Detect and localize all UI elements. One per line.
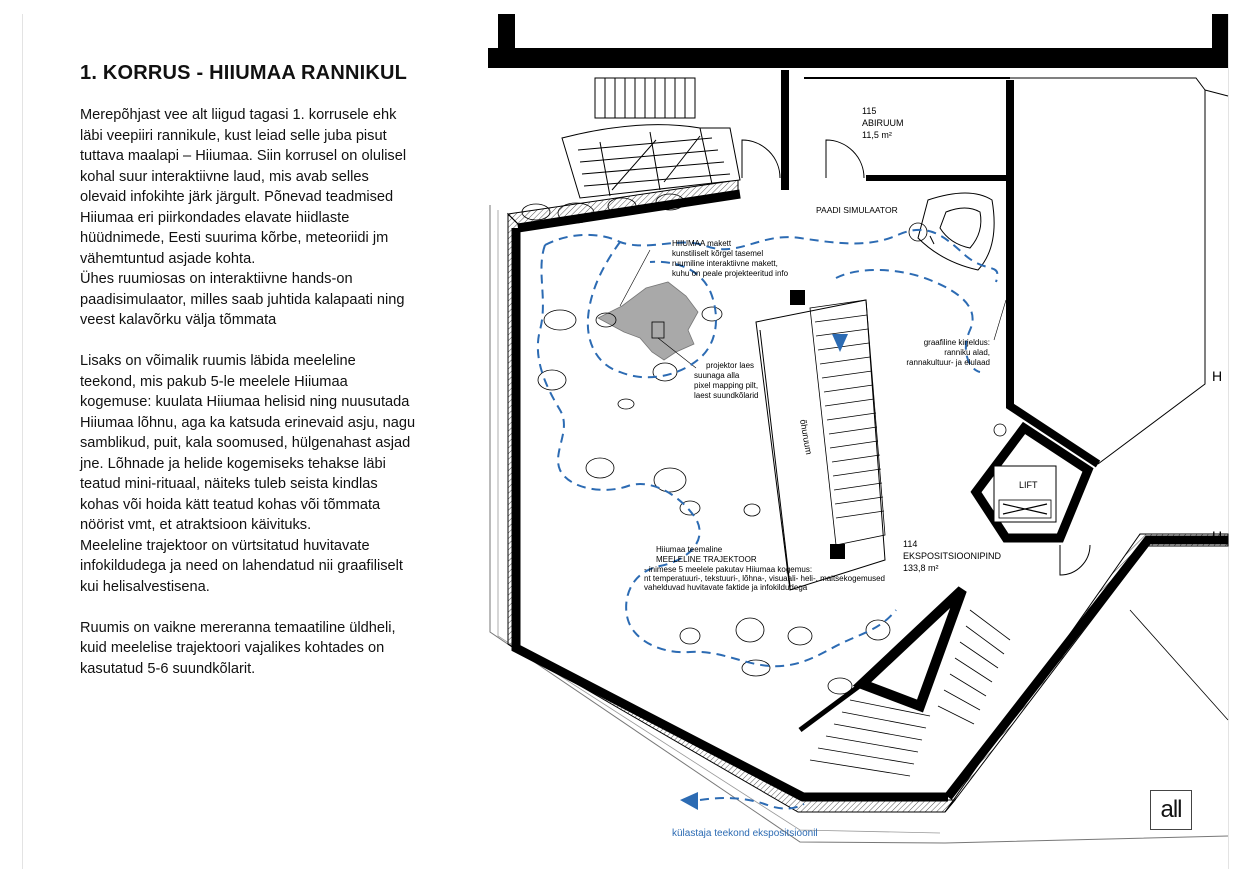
model-note [672,239,789,278]
page-title: 1. KORRUS - HIIUMAA RANNIKUL [80,62,408,84]
svg-text:vahelduvad huvitavate faktide: vahelduvad huvitavate faktide ja infokildudega [644,583,808,592]
exterior-outline-inner [498,210,940,833]
svg-text:kuhu on peale projekteeritud i: kuhu on peale projekteeritud info [672,269,789,278]
svg-text:kunstiliselt kõrgel tasemel: kunstiliselt kõrgel tasemel [672,249,764,258]
company-logo: all [1150,790,1192,830]
svg-text:ABIRUUM: ABIRUUM [862,118,904,128]
trajectory-note [644,545,885,592]
svg-text:HIIUMAA makett: HIIUMAA makett [672,239,732,248]
graphic-note [906,338,990,367]
paragraph-sensory-route: Lisaks on võimalik ruumis läbida meeleline teekond, mis pakub 5-le meelele Hiiumaa kogemuse: kuulata Hiiumaa helisid ning nuusutada Hiiumaa lõhnu, aga ka katsuda erinevaid asju, nagu samblikud, puit, kala soomused, hülgenahast asjad jne. Lõhnade ja helide kogemiseks tehakse läbi teatud mini-rituaal, näiteks tuleb seista kindlas kohas või hoida kätt teatud kohas või tõmmata nöörist vmt, et atraktsioon käivituks. Meeleline trajektoor on vürtsitatud huvitavate infokildudega ja need on lahendatud nii graafiliselt kui helisalvestisena. [80,353,416,595]
svg-text:MEELELINE TRAJEKTOOR: MEELELINE TRAJEKTOOR [656,555,757,564]
visitor-route [538,230,998,666]
boat-simulator-label: PAADI SIMULAATOR [816,205,898,215]
room-115-label [862,106,904,140]
paragraph-sound: Ruumis on vaikne mereranna temaatiline üldheli, kuid meelelise trajektoori vajalikes kohtades on kasutatud 5-6 suundkõlarit. [80,619,396,677]
exterior-line [1130,610,1228,720]
void-label: õhuruum [798,418,815,456]
svg-text:graafiline kirjeldus:: graafiline kirjeldus: [923,338,990,347]
graphic-leader [994,300,1006,340]
svg-text:nt temperatuuri-, tekstuuri-,: nt temperatuuri-, tekstuuri-, lõhna-, visuaali- heli-, maitsekogemused [644,574,885,583]
central-stair [810,300,885,545]
svg-text:pixel mapping pilt,: pixel mapping pilt, [694,381,759,390]
route-legend-label: külastaja teekond ekspositsioonil [672,828,818,839]
column-top [790,290,805,305]
right-wing-outline [1010,78,1205,464]
elevation-mark-2: H [1212,528,1223,544]
stair-lower [800,590,1010,776]
door-lift [1060,545,1090,575]
projector-note [694,361,758,400]
svg-text:EKSPOSITSIOONIPIND: EKSPOSITSIOONIPIND [903,551,1002,561]
svg-text:ruumiline interaktiivne makett: ruumiline interaktiivne makett, [672,259,778,268]
lift-label: LIFT [1019,480,1038,490]
top-wall [488,14,1228,68]
svg-text:rannakultuur- ja elulaad: rannakultuur- ja elulaad [906,358,990,367]
svg-text:Hiiumaa teemaline: Hiiumaa teemaline [656,545,723,554]
route-arrow-1 [832,334,848,352]
paragraph-intro: Merepõhjast vee alt liigud tagasi 1. korrusele ehk läbi veepiiri rannikule, kust leiad selle juba pisut tuttava maalapi – Hiiumaa. Siin korrusel on olulisel kohal suur interaktiivne laud, mis avab selles olevaid infokihte järk järgult. Põnevad teadmised Hiiumaa eri piirkondades elavate hiidlaste hüüdnimede, Eesti suurima kõrbe, meteoriidi jm vähemtuntud asjade kohta. Ühes ruumiosas on interaktiivne hands-on paadisimulaator, milles saab juhtida kalapaati ning veest kalavõrku välja tõmmata [80,107,407,328]
svg-text:114: 114 [903,539,918,549]
stair-upper-left [562,78,740,198]
room-114-label [903,539,1002,573]
column-bottom [830,544,845,559]
svg-text:- inimese 5 meelele pakutav Hi: - inimese 5 meelele pakutav Hiiumaa kogemus: [644,565,813,574]
svg-text:projektor laes: projektor laes [706,361,755,370]
elevation-mark-1: H [1212,368,1223,384]
svg-text:laest suundkõlarid: laest suundkõlarid [694,391,759,400]
svg-text:115: 115 [862,106,877,116]
door-115 [742,140,864,178]
svg-text:133,8 m²: 133,8 m² [903,563,939,573]
svg-text:11,5 m²: 11,5 m² [862,130,892,140]
svg-text:suunaga alla: suunaga alla [694,371,740,380]
svg-text:ranniku alad,: ranniku alad, [944,348,990,357]
